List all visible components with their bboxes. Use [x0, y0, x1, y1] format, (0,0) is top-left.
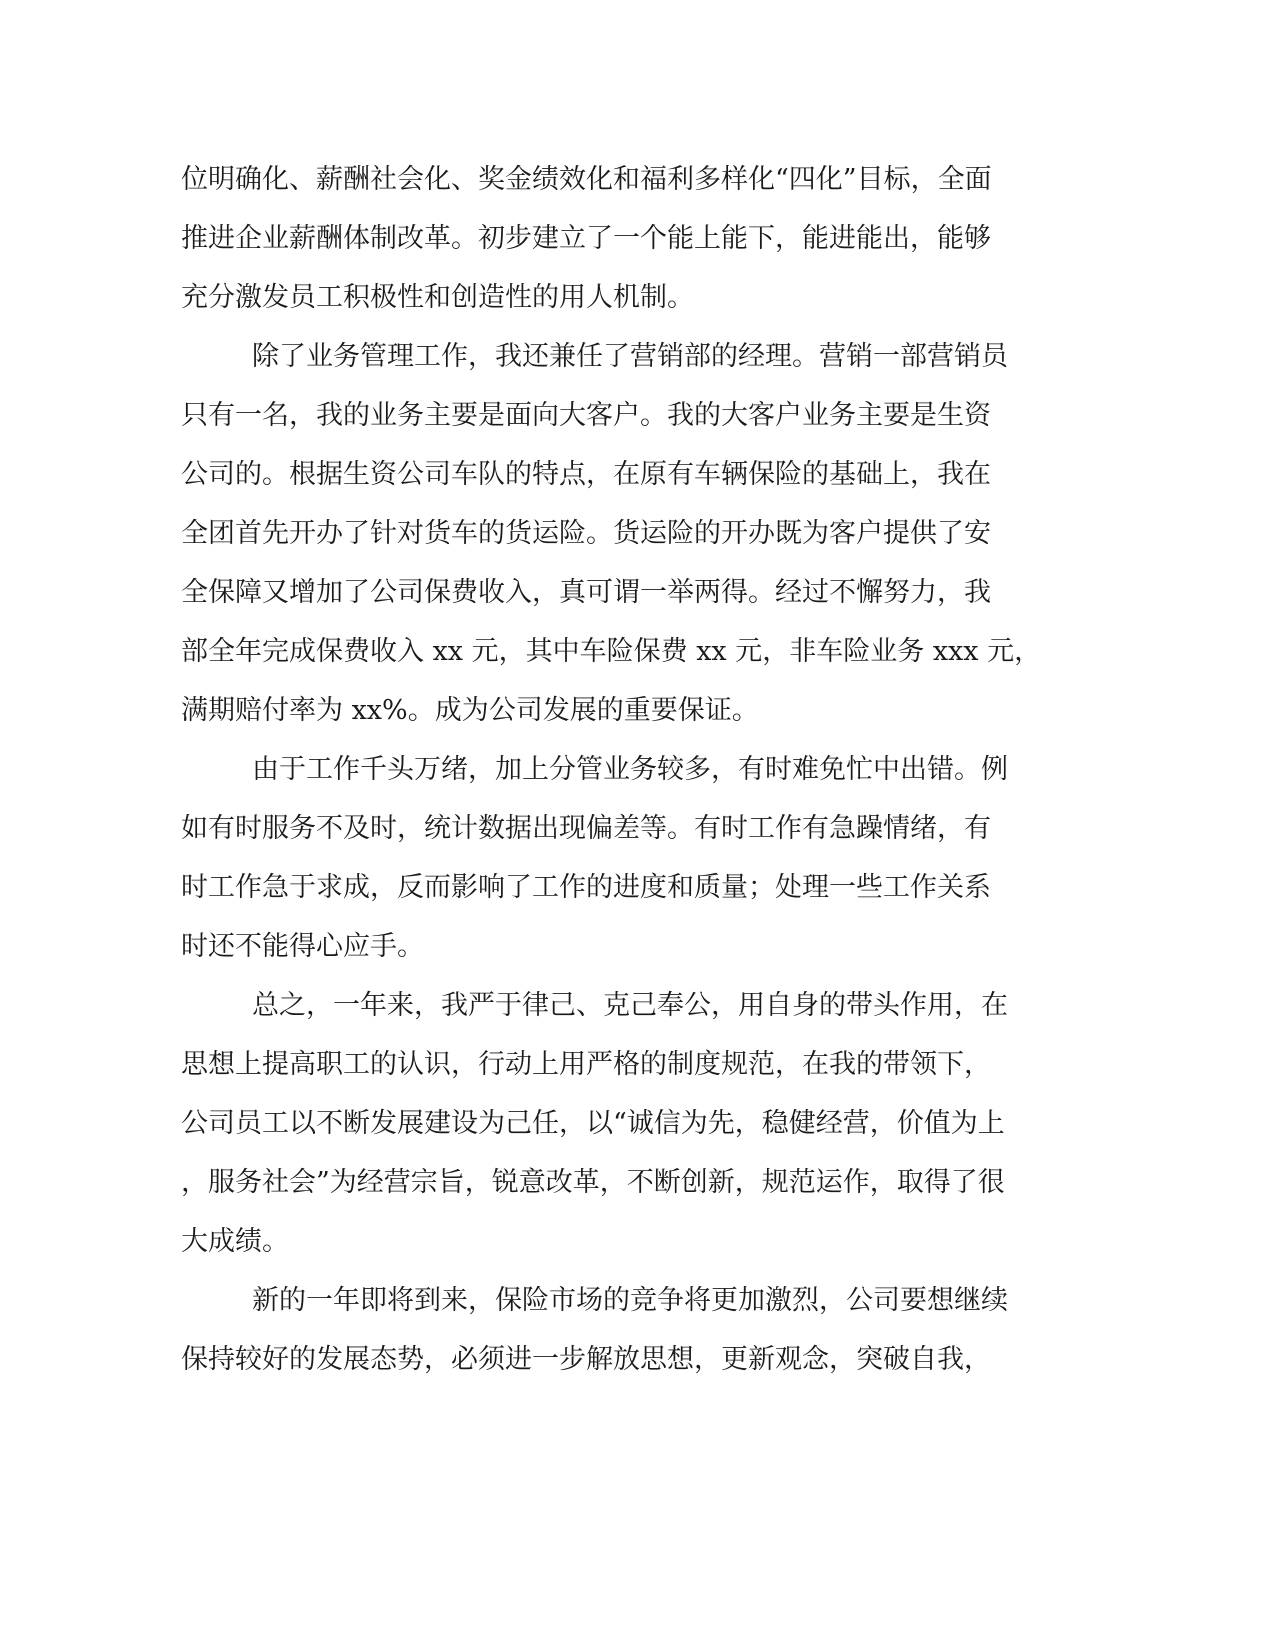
paragraph-line: ，服务社会”为经营宗旨，锐意改革，不断创新，规范运作，取得了很 [181, 1167, 1005, 1198]
paragraph-line: 时工作急于求成，反而影响了工作的进度和质量；处理一些工作关系 [181, 872, 991, 903]
paragraph-line: 全团首先开办了针对货车的货运险。货运险的开办既为客户提供了安 [181, 518, 991, 549]
paragraph-line: 除了业务管理工作，我还兼任了营销部的经理。营销一部营销员 [252, 341, 1008, 372]
paragraph-line: 思想上提高职工的认识，行动上用严格的制度规范，在我的带领下， [181, 1049, 991, 1080]
paragraph-line: 总之，一年来，我严于律己、克己奉公，用自身的带头作用，在 [252, 990, 1008, 1021]
paragraph-line: 全保障又增加了公司保费收入，真可谓一举两得。经过不懈努力，我 [181, 577, 991, 608]
paragraph-line: 大成绩。 [181, 1226, 289, 1257]
paragraph-line: 保持较好的发展态势，必须进一步解放思想，更新观念，突破自我， [181, 1344, 991, 1375]
paragraph-line: 满期赔付率为 xx%。成为公司发展的重要保证。 [181, 695, 759, 726]
paragraph-line: 公司员工以不断发展建设为己任，以“诚信为先，稳健经营，价值为上 [181, 1108, 1005, 1139]
paragraph-line: 充分激发员工积极性和创造性的用人机制。 [181, 282, 694, 313]
paragraph-line: 新的一年即将到来，保险市场的竞争将更加激烈，公司要想继续 [252, 1285, 1008, 1316]
paragraph-line: 部全年完成保费收入 xx 元，其中车险保费 xx 元，非车险业务 xxx 元， [181, 636, 1042, 667]
paragraph-line: 推进企业薪酬体制改革。初步建立了一个能上能下，能进能出，能够 [181, 223, 991, 254]
paragraph-line: 由于工作千头万绪，加上分管业务较多，有时难免忙中出错。例 [252, 754, 1008, 785]
paragraph-line: 公司的。根据生资公司车队的特点，在原有车辆保险的基础上，我在 [181, 459, 991, 490]
paragraph-line: 如有时服务不及时，统计数据出现偏差等。有时工作有急躁情绪，有 [181, 813, 991, 844]
paragraph-line: 只有一名，我的业务主要是面向大客户。我的大客户业务主要是生资 [181, 400, 991, 431]
paragraph-line: 位明确化、薪酬社会化、奖金绩效化和福利多样化“四化”目标，全面 [181, 164, 992, 195]
paragraph-line: 时还不能得心应手。 [181, 931, 424, 962]
